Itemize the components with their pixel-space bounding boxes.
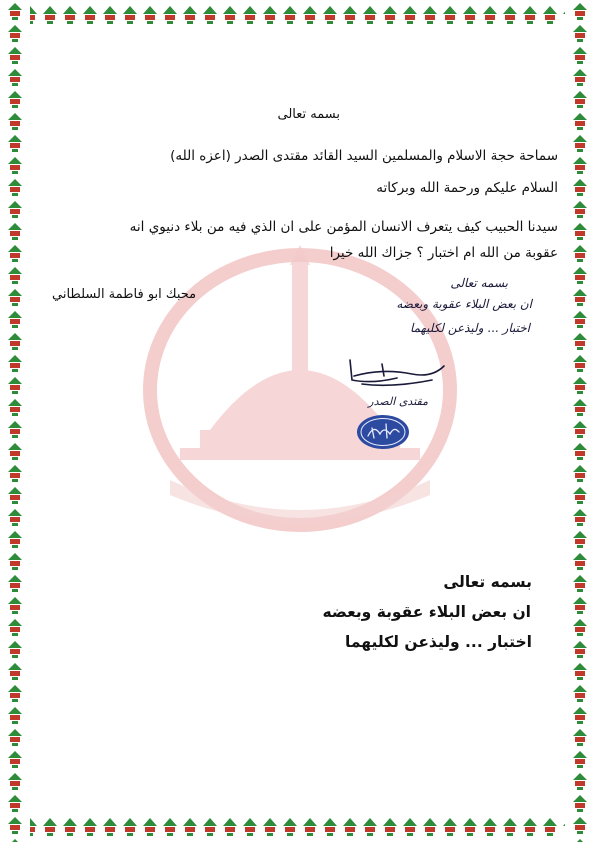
page-border-left <box>0 0 30 842</box>
page-border-top <box>0 0 595 30</box>
handwritten-reply-line-2: ان بعض البلاء عقوبة وبعضه <box>396 297 532 311</box>
office-seal-icon <box>356 414 410 450</box>
handwritten-signature-icon <box>342 354 447 396</box>
letter-question-line-2: عقوبة من الله ام اختبار ؟ جزاك الله خيرا <box>329 245 558 261</box>
letter-greeting: السلام عليكم ورحمة الله وبركاته <box>376 180 558 196</box>
typed-reply-line-1: بسمه تعالى <box>443 573 532 591</box>
handwritten-signature-name: مقتدى الصدر <box>368 395 428 408</box>
typed-reply-line-3: اختبار ... وليذعن لكليهما <box>345 633 532 651</box>
page-border-right <box>565 0 595 842</box>
letter-addressee: سماحة حجة الاسلام والمسلمين السيد القائد مقتدى الصدر (اعزه الله) <box>170 148 558 164</box>
page-border-bottom <box>0 812 595 842</box>
letter-question-line-1: سيدنا الحبيب كيف يتعرف الانسان المؤمن على ان الذي فيه من بلاء دنيوي انه <box>129 219 558 235</box>
letter-signoff: محبك ابو فاطمة السلطاني <box>52 287 197 302</box>
typed-reply-line-2: ان بعض البلاء عقوبة وبعضه <box>322 603 531 621</box>
letter-salutation: بسمه تعالى <box>277 107 340 122</box>
handwritten-reply-line-1: بسمه تعالى <box>450 276 508 290</box>
handwritten-reply-line-3: اختبار ... وليذعن لكليهما <box>410 321 530 335</box>
